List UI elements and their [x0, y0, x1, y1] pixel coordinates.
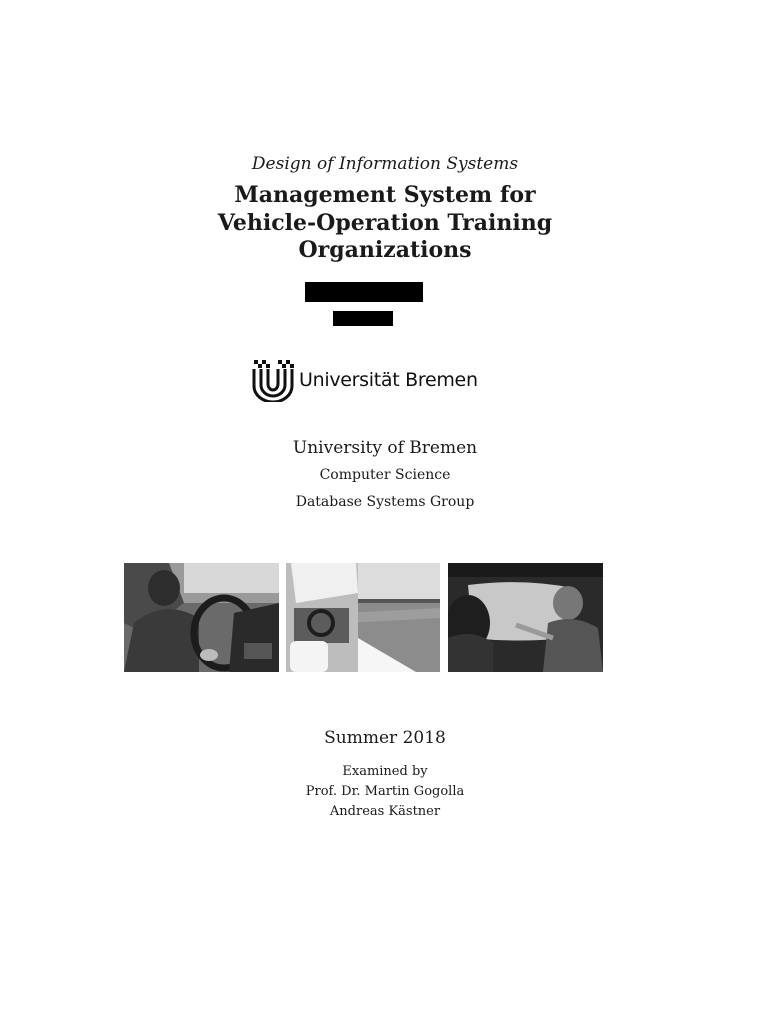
- examiner-name-2: Andreas Kästner: [329, 804, 441, 819]
- examiner-name-1: Prof. Dr. Martin Gogolla: [305, 784, 465, 799]
- examined-by-label: Examined by: [342, 764, 428, 779]
- photo-instructor-pointing: [448, 563, 603, 672]
- department-name: Computer Science: [319, 467, 451, 483]
- logo-wordmark: Universität Bremen: [299, 369, 478, 391]
- course-name: Design of Information Systems: [251, 154, 519, 174]
- title-line-1: Management System for: [234, 182, 536, 208]
- university-name: University of Bremen: [292, 438, 478, 458]
- redacted-student-id: [333, 311, 393, 326]
- redacted-author-name: [305, 282, 423, 302]
- title-line-3: Organizations: [298, 237, 472, 263]
- university-logo: [252, 360, 482, 402]
- semester-label: Summer 2018: [324, 728, 446, 748]
- photo-boat: [286, 563, 440, 672]
- photo-car-driving: [124, 563, 279, 672]
- university-logo-icon: [252, 360, 296, 402]
- title-line-2: Vehicle-Operation Training: [217, 210, 553, 236]
- group-name: Database Systems Group: [295, 494, 475, 510]
